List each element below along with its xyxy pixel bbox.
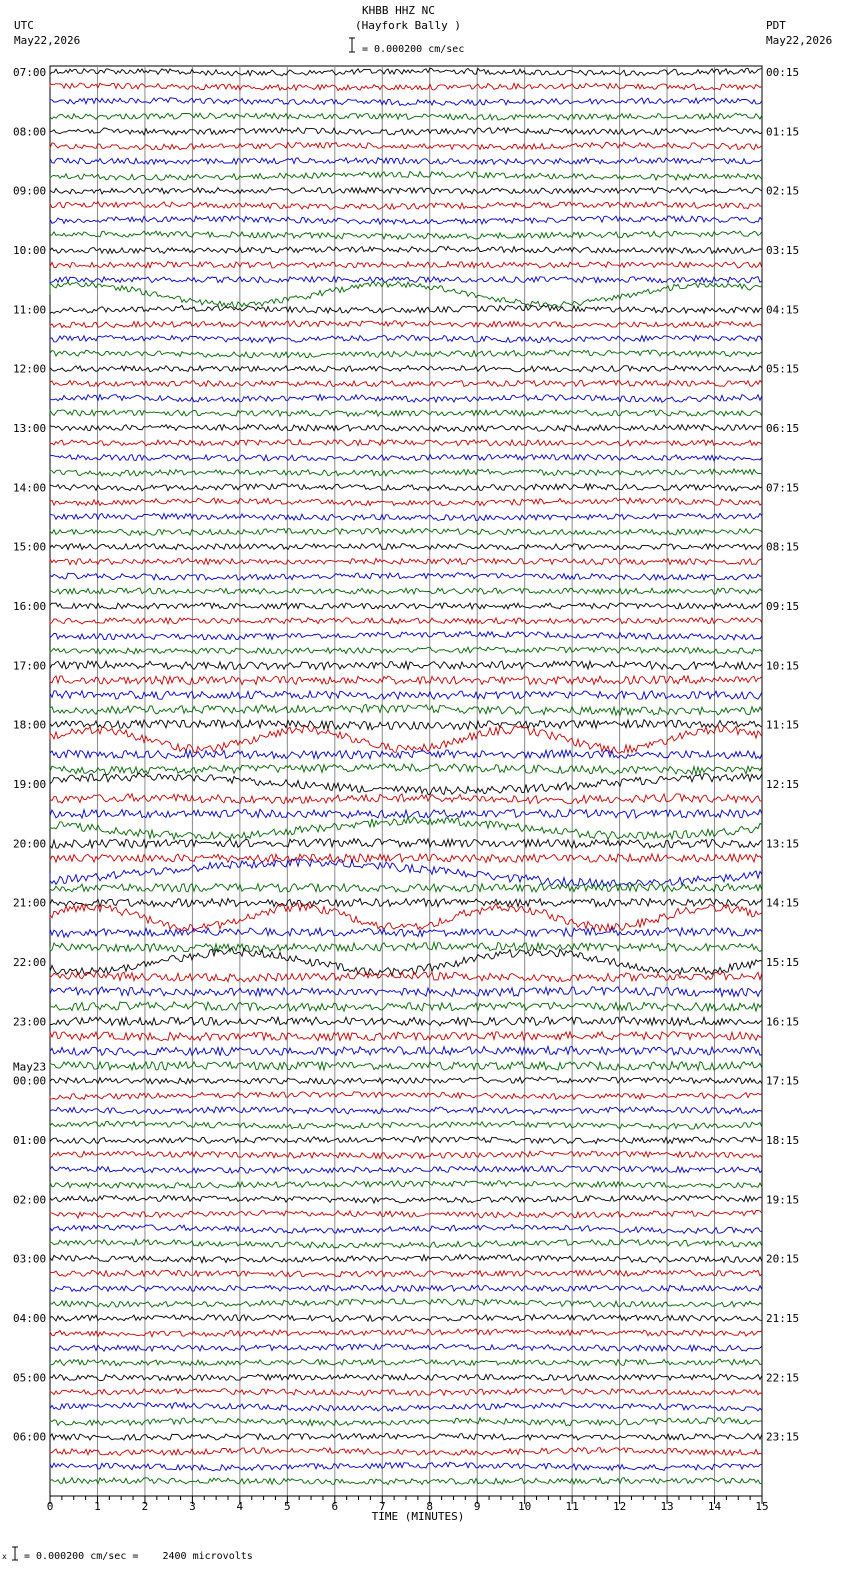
seismic-trace xyxy=(50,68,762,76)
seismic-trace xyxy=(50,726,762,753)
seismic-trace xyxy=(50,773,762,795)
seismic-trace xyxy=(50,764,762,775)
seismic-trace xyxy=(50,1107,762,1114)
utc-date: May22,2026 xyxy=(14,34,81,47)
seismic-trace xyxy=(50,1344,762,1351)
seismic-trace xyxy=(50,661,762,670)
pdt-hour-label: 20:15 xyxy=(766,1252,800,1266)
seismic-trace xyxy=(50,854,762,863)
seismic-trace xyxy=(50,498,762,506)
seismic-trace xyxy=(50,1403,762,1412)
pdt-hour-label: 06:15 xyxy=(766,422,800,435)
seismic-trace xyxy=(50,1270,762,1277)
seismic-trace xyxy=(50,948,762,976)
seismic-trace xyxy=(50,188,762,194)
x-tick-label: 12 xyxy=(612,1500,627,1513)
seismic-trace xyxy=(50,440,762,446)
seismic-trace xyxy=(50,395,762,403)
x-tick-label: 6 xyxy=(331,1500,339,1513)
utc-hour-label: 15:00 xyxy=(13,540,47,554)
utc-hour-label: 09:00 xyxy=(13,184,47,198)
seismic-trace xyxy=(50,1211,762,1218)
utc-timezone: UTC xyxy=(14,19,34,32)
seismic-trace xyxy=(50,528,762,535)
pdt-hour-label: 17:15 xyxy=(766,1074,800,1088)
footer-scale-icon xyxy=(2,1545,20,1563)
pdt-hour-label: 10:15 xyxy=(766,659,800,673)
pdt-hour-label: 00:15 xyxy=(766,66,800,79)
seismic-trace xyxy=(50,172,762,181)
seismic-trace xyxy=(50,282,762,308)
seismic-trace xyxy=(50,469,762,476)
seismic-trace xyxy=(50,1121,762,1129)
pdt-hour-label: 02:15 xyxy=(766,184,800,198)
seismic-trace xyxy=(50,603,762,609)
seismic-trace xyxy=(50,972,762,982)
seismic-trace xyxy=(50,231,762,239)
utc-hour-label: 05:00 xyxy=(13,1371,47,1385)
pdt-hour-label: 23:15 xyxy=(766,1430,800,1444)
seismic-trace xyxy=(50,1032,762,1041)
seismic-trace xyxy=(50,647,762,654)
x-tick-label: 0 xyxy=(46,1500,54,1513)
utc-hour-label: 23:00 xyxy=(13,1015,47,1029)
pdt-hour-label: 08:15 xyxy=(766,540,800,554)
seismic-trace xyxy=(50,425,762,432)
seismic-trace xyxy=(50,588,762,594)
seismic-trace xyxy=(50,750,762,759)
seismic-trace xyxy=(50,899,762,907)
pdt-hour-label: 19:15 xyxy=(766,1193,800,1207)
seismic-trace xyxy=(50,1389,762,1396)
utc-hour-label: 07:00 xyxy=(13,66,47,79)
x-tick-label: 10 xyxy=(518,1500,532,1513)
seismic-trace xyxy=(50,366,762,372)
utc-hour-label: 06:00 xyxy=(13,1430,47,1444)
x-tick-label: 2 xyxy=(141,1500,149,1513)
utc-hour-label: 14:00 xyxy=(13,481,47,495)
x-tick-label: 8 xyxy=(426,1500,434,1513)
pdt-hour-label: 01:15 xyxy=(766,125,800,139)
seismic-trace xyxy=(50,262,762,269)
seismic-trace xyxy=(50,321,762,328)
pdt-hour-label: 16:15 xyxy=(766,1015,800,1029)
seismic-trace xyxy=(50,380,762,386)
utc-hour-label: 03:00 xyxy=(13,1252,47,1266)
seismic-trace xyxy=(50,1418,762,1426)
seismic-trace xyxy=(50,859,762,887)
seismic-trace xyxy=(50,839,762,848)
seismic-trace xyxy=(50,1017,762,1026)
seismic-trace xyxy=(50,1329,762,1337)
seismic-trace xyxy=(50,1315,762,1322)
utc-hour-label: 18:00 xyxy=(13,718,47,732)
seismic-trace xyxy=(50,484,762,491)
station-title: KHBB HHZ NC xyxy=(362,4,435,17)
seismic-trace xyxy=(50,1062,762,1070)
seismic-trace xyxy=(50,202,762,209)
seismic-trace xyxy=(50,1151,762,1158)
seismic-trace xyxy=(50,704,762,715)
seismic-trace xyxy=(50,1462,762,1470)
seismic-trace xyxy=(50,1195,762,1203)
utc-hour-label: 22:00 xyxy=(13,956,47,969)
seismic-trace xyxy=(50,720,762,730)
pdt-hour-label: 11:15 xyxy=(766,718,800,732)
x-tick-label: 4 xyxy=(236,1500,244,1513)
seismic-trace xyxy=(50,904,762,932)
pdt-hour-label: 15:15 xyxy=(766,956,800,969)
svg-text:x: x xyxy=(2,1552,7,1561)
seismic-trace xyxy=(50,246,762,253)
utc-hour-label: 13:00 xyxy=(13,422,47,435)
seismic-trace xyxy=(50,631,762,640)
seismic-trace xyxy=(50,817,762,839)
seismic-trace xyxy=(50,691,762,699)
seismic-trace xyxy=(50,794,762,804)
seismic-trace xyxy=(50,410,762,416)
pdt-hour-label: 18:15 xyxy=(766,1134,800,1147)
seismic-trace xyxy=(50,128,762,135)
pdt-hour-label: 05:15 xyxy=(766,362,800,376)
pdt-hour-label: 21:15 xyxy=(766,1312,800,1325)
seismic-trace xyxy=(50,884,762,893)
seismic-trace xyxy=(50,1166,762,1173)
pdt-hour-label: 13:15 xyxy=(766,837,800,851)
utc-hour-label: 21:00 xyxy=(13,896,47,910)
day-change-label: May23 xyxy=(13,1060,47,1074)
seismic-trace xyxy=(50,1448,762,1456)
seismic-trace xyxy=(50,809,762,818)
pdt-hour-label: 12:15 xyxy=(766,778,800,791)
seismic-trace xyxy=(50,1374,762,1380)
seismic-trace xyxy=(50,305,762,313)
utc-hour-label: 10:00 xyxy=(13,244,47,257)
footer-scale-note: = 0.000200 cm/sec = 2400 microvolts xyxy=(24,1551,253,1562)
seismic-trace xyxy=(50,513,762,520)
station-location: (Hayfork Bally ) xyxy=(355,19,461,32)
utc-hour-label: 08:00 xyxy=(13,125,47,139)
seismic-trace xyxy=(50,1225,762,1234)
scale-label: = 0.000200 cm/sec xyxy=(362,44,465,55)
utc-hour-label: 16:00 xyxy=(13,600,47,613)
seismic-trace xyxy=(50,113,762,120)
seismic-trace xyxy=(50,1255,762,1263)
seismic-trace xyxy=(50,1285,762,1291)
utc-hour-label: 01:00 xyxy=(13,1134,47,1147)
x-tick-label: 7 xyxy=(378,1500,386,1513)
seismic-trace xyxy=(50,1181,762,1189)
pdt-hour-label: 03:15 xyxy=(766,244,800,257)
seismic-trace xyxy=(50,1478,762,1485)
x-tick-label: 11 xyxy=(565,1500,579,1513)
pdt-date: May22,2026 xyxy=(766,34,833,47)
x-tick-label: 14 xyxy=(707,1500,722,1513)
seismic-trace xyxy=(50,1046,762,1055)
seismic-trace xyxy=(50,216,762,224)
utc-hour-label: 02:00 xyxy=(13,1193,47,1207)
x-tick-label: 5 xyxy=(284,1500,291,1513)
x-tick-label: 1 xyxy=(94,1500,101,1513)
x-tick-label: 13 xyxy=(660,1500,674,1513)
pdt-timezone: PDT xyxy=(766,19,786,32)
seismic-trace xyxy=(50,942,762,951)
seismic-trace xyxy=(50,1002,762,1011)
seismic-trace xyxy=(50,1239,762,1248)
seismic-trace xyxy=(50,987,762,997)
seismic-trace xyxy=(50,618,762,624)
utc-hour-label: 19:00 xyxy=(13,778,47,791)
seismic-trace xyxy=(50,142,762,150)
seismic-trace xyxy=(50,676,762,685)
seismic-trace xyxy=(50,83,762,91)
pdt-hour-label: 22:15 xyxy=(766,1371,800,1385)
seismic-trace xyxy=(50,335,762,343)
seismic-trace xyxy=(50,455,762,461)
seismic-trace xyxy=(50,1077,762,1084)
seismic-trace xyxy=(50,1299,762,1307)
utc-hour-label: 20:00 xyxy=(13,837,47,851)
pdt-hour-label: 14:15 xyxy=(766,896,800,910)
seismic-trace xyxy=(50,1092,762,1100)
seismic-trace xyxy=(50,544,762,550)
utc-hour-label: 04:00 xyxy=(13,1312,47,1325)
seismic-trace xyxy=(50,558,762,564)
seismic-trace xyxy=(50,1359,762,1366)
utc-hour-label: 11:00 xyxy=(13,303,47,317)
pdt-hour-label: 04:15 xyxy=(766,303,800,317)
utc-hour-label: 12:00 xyxy=(13,362,47,376)
seismic-trace xyxy=(50,573,762,580)
seismic-trace xyxy=(50,1137,762,1144)
pdt-hour-label: 07:15 xyxy=(766,481,800,495)
seismic-trace xyxy=(50,277,762,283)
pdt-hour-label: 09:15 xyxy=(766,600,800,613)
x-tick-label: 3 xyxy=(189,1500,196,1513)
x-tick-label: 15 xyxy=(755,1500,769,1513)
seismic-trace xyxy=(50,158,762,165)
seismic-trace xyxy=(50,98,762,106)
utc-hour-label: 17:00 xyxy=(13,659,47,673)
x-tick-label: 9 xyxy=(473,1500,481,1513)
x-axis-label: TIME (MINUTES) xyxy=(371,1510,465,1523)
seismic-trace xyxy=(50,350,762,358)
utc-hour-label: 00:00 xyxy=(13,1074,47,1088)
seismic-trace xyxy=(50,1434,762,1441)
seismic-trace xyxy=(50,928,762,938)
